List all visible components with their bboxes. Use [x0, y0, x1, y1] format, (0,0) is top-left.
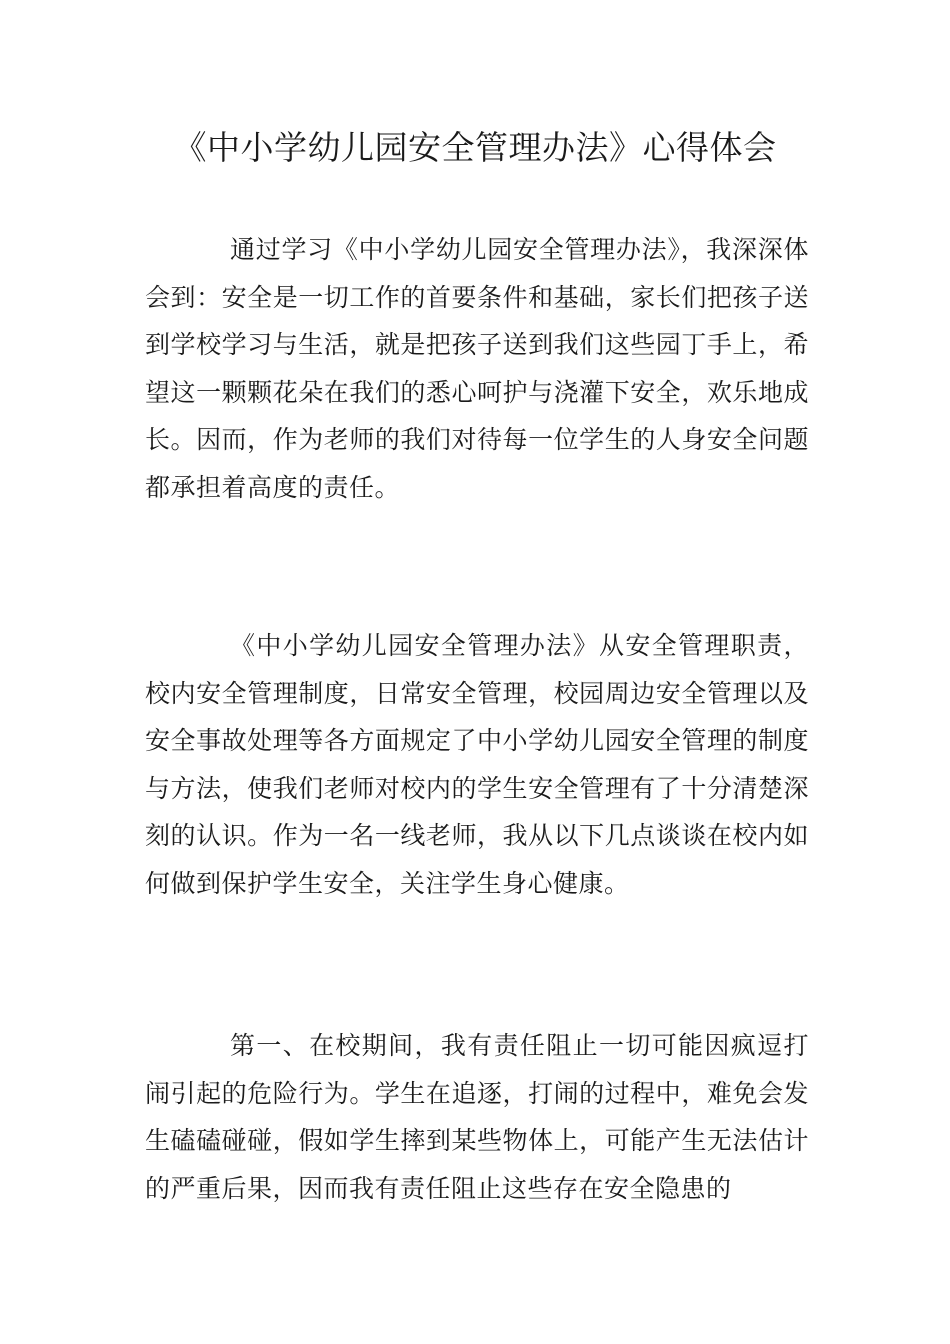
paragraph-point-one: 第一、在校期间，我有责任阻止一切可能因疯逗打闹引起的危险行为。学生在追逐，打闹的过程中，难免会发生磕磕碰碰，假如学生摔到某些物体上，可能产生无法估计的严重后果，因而我有责任阻止这些存在安全隐患的 — [145, 1031, 809, 1203]
paragraph-overview: 《中小学幼儿园安全管理办法》从安全管理职责，校内安全管理制度，日常安全管理，校园周边安全管理以及安全事故处理等各方面规定了中小学幼儿园安全管理的制度与方法，使我们老师对校内的学生安全管理有了十分清楚深刻的认识。作为一名一线老师，我从以下几点谈谈在校内如何做到保护学生安全，关注学生身心健康。 — [145, 631, 809, 898]
document-title: 《中小学幼儿园安全管理办法》心得体会 — [173, 128, 777, 167]
paragraph-intro: 通过学习《中小学幼儿园安全管理办法》，我深深体会到：安全是一切工作的首要条件和基础，家长们把孩子送到学校学习与生活，就是把孩子送到我们这些园丁手上，希望这一颗颗花朵在我们的悉心呵护与浇灌下安全，欢乐地成长。因而，作为老师的我们对待每一位学生的人身安全问题都承担着高度的责任。 — [145, 235, 809, 502]
